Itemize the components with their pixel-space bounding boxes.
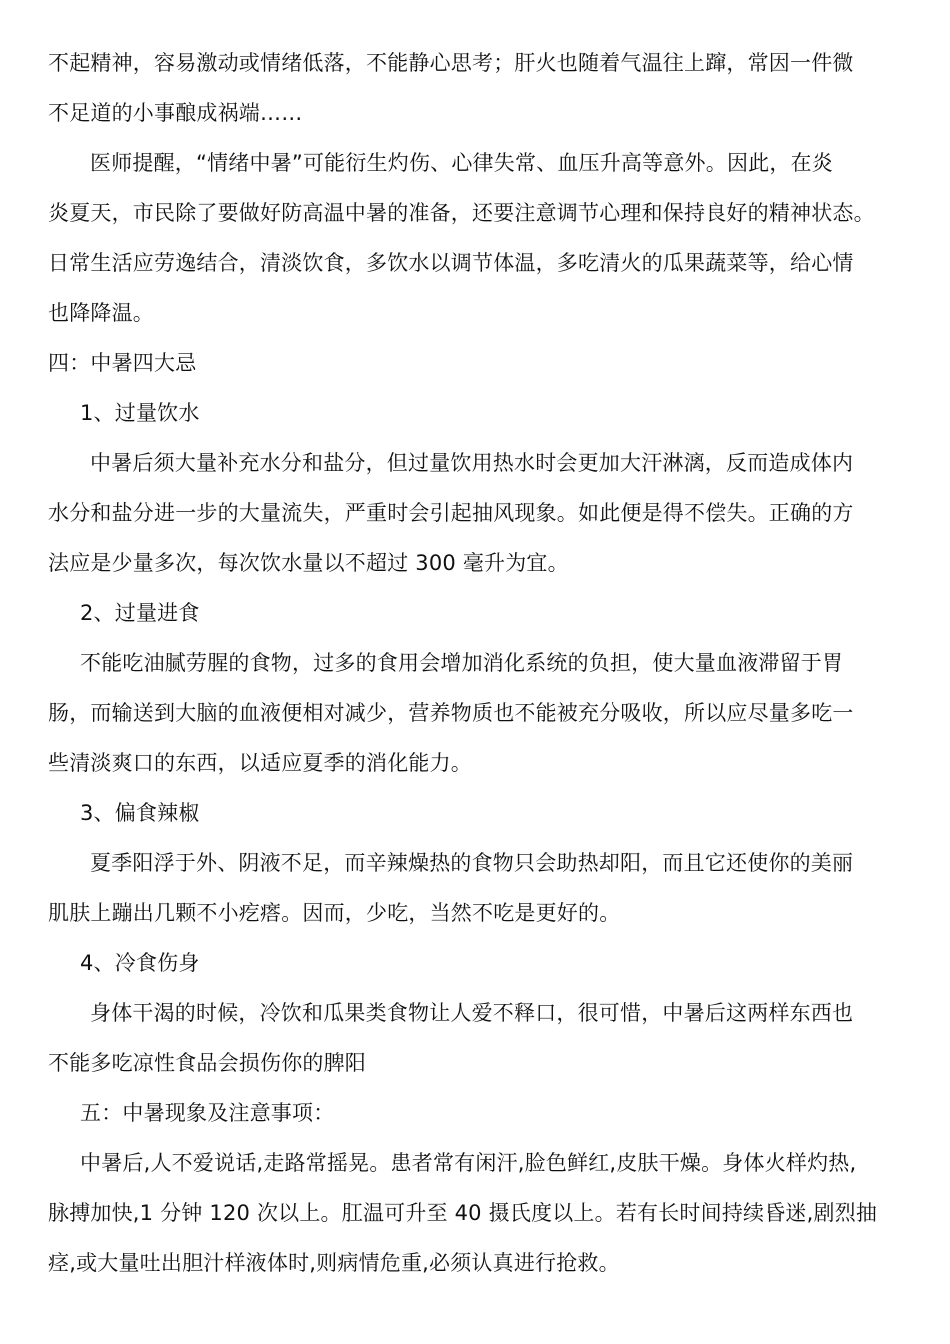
paragraph-line: 水分和盐分进一步的大量流失，严重时会引起抽风现象。如此便是得不偿失。正确的方 [48,501,854,525]
paragraph-line: 法应是少量多次，每次饮水量以不超过 300 毫升为宜。 [48,551,569,575]
paragraph-line: 不起精神，容易激动或情绪低落，不能静心思考；肝火也随着气温往上蹿，常因一件微 [48,51,854,75]
subsection-heading: 3、偏食辣椒 [80,801,200,825]
paragraph-line: 不能多吃凉性食品会损伤你的脾阳 [48,1051,366,1075]
paragraph-line: 炎夏天，市民除了要做好防高温中暑的准备，还要注意调节心理和保持良好的精神状态。 [48,201,875,225]
paragraph-line: 医师提醒，“情绪中暑”可能衍生灼伤、心律失常、血压升高等意外。因此，在炎 [90,151,833,175]
paragraph-line: 中暑后,人不爱说话,走路常摇晃。患者常有闲汗,脸色鲜红,皮肤干燥。身体火样灼热, [80,1151,857,1175]
paragraph-line: 肠，而输送到大脑的血液便相对减少，营养物质也不能被充分吸收，所以应尽量多吃一 [48,701,854,725]
paragraph-line: 痉,或大量吐出胆汁样液体时,则病情危重,必须认真进行抢救。 [48,1251,620,1275]
paragraph-line: 不能吃油腻劳腥的食物，过多的食用会增加消化系统的负担，使大量血液滞留于胃 [80,651,844,675]
paragraph-line: 些清淡爽口的东西，以适应夏季的消化能力。 [48,751,472,775]
subsection-heading: 4、冷食伤身 [80,951,200,975]
paragraph-line: 脉搏加快,1 分钟 120 次以上。肛温可升至 40 摄氏度以上。若有长时间持续昏迷,剧烈抽 [48,1201,878,1225]
subsection-heading: 1、过量饮水 [80,401,200,425]
paragraph-line: 不足道的小事酿成祸端…… [48,101,303,125]
section-heading: 五：中暑现象及注意事项： [80,1101,335,1125]
paragraph-line: 日常生活应劳逸结合，清淡饮食，多饮水以调节体温，多吃清火的瓜果蔬菜等，给心情 [48,251,854,275]
paragraph-line: 夏季阳浮于外、阴液不足，而辛辣燥热的食物只会助热却阳，而且它还使你的美丽 [90,851,854,875]
section-heading: 四：中暑四大忌 [48,351,197,375]
paragraph-line: 身体干渴的时候，冷饮和瓜果类食物让人爱不释口，很可惜，中暑后这两样东西也 [90,1001,854,1025]
paragraph-line: 也降降温。 [48,301,154,325]
paragraph-line: 中暑后须大量补充水分和盐分，但过量饮用热水时会更加大汗淋漓，反而造成体内 [90,451,854,475]
paragraph-line: 肌肤上蹦出几颗不小疙瘩。因而，少吃，当然不吃是更好的。 [48,901,621,925]
subsection-heading: 2、过量进食 [80,601,200,625]
